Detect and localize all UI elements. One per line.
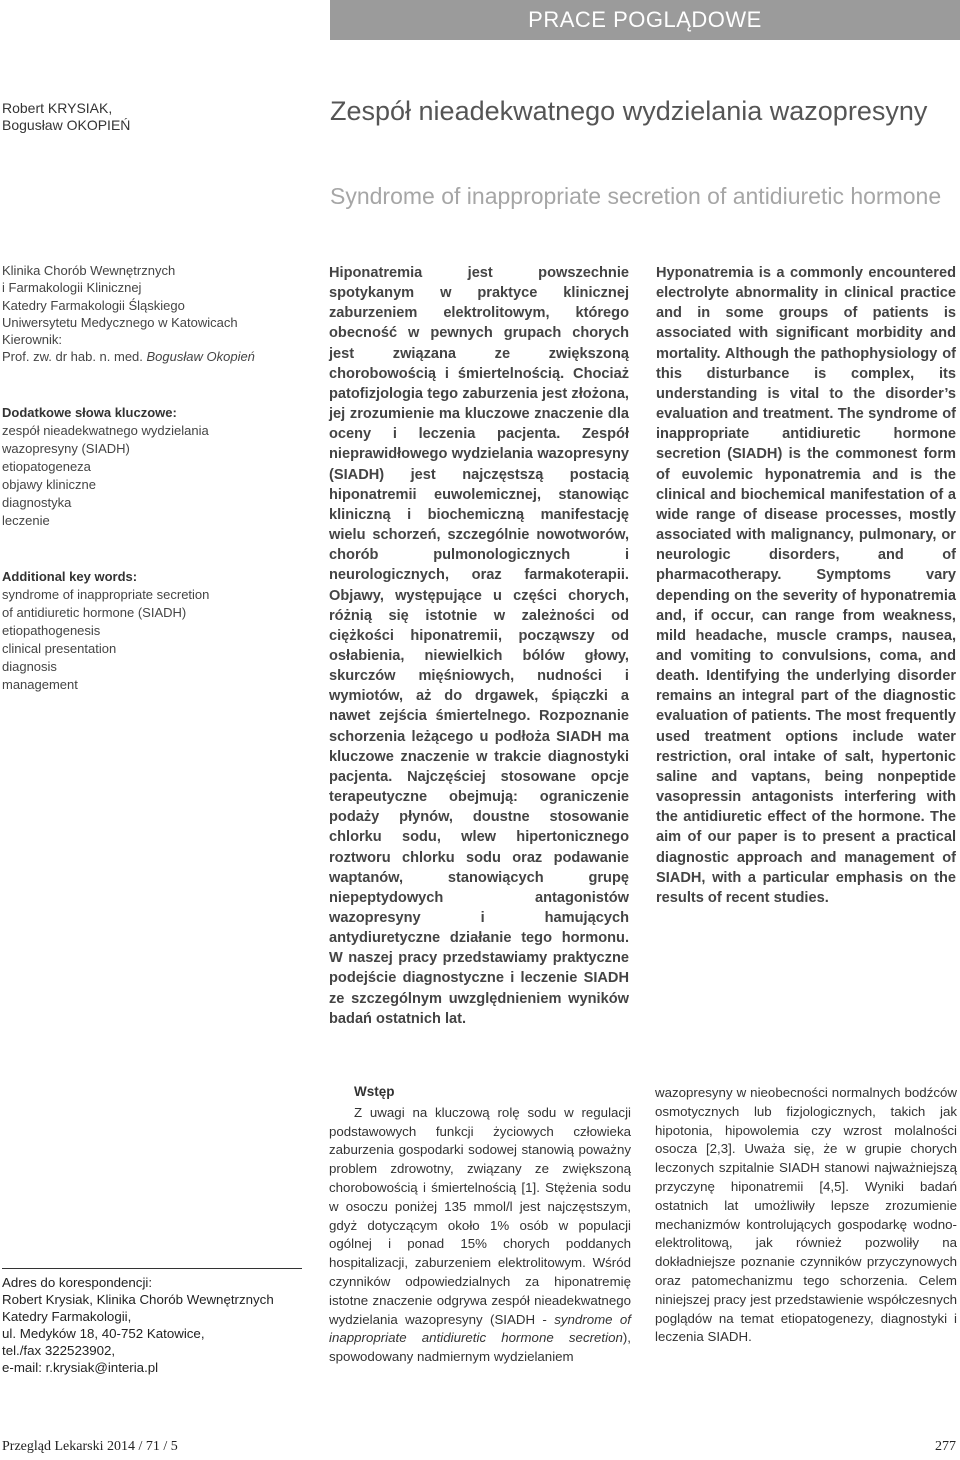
section-heading: Wstęp — [354, 1084, 395, 1099]
abstract-polish: Hiponatremia jest powszechnie spotykanym w praktyce klinicznej zaburzeniem elektrolitowym, którego obecność w pewnych grupach chorych jest związana ze zwiększoną chorobowością i śmiertelnością. Chociaż patofizjologia tego zaburzenia jest złożona, jej zrozumienie ma kluczowe znaczenie dla oceny i leczenia pacjenta. Zespół nieprawidłowego wydzielania wazopresyny (SIADH) jest najczęstszą postacią hiponatremii euwolemicznej, stanowiąc kliniczną i biochemiczną manifestację wielu schorzeń, szczególnie nowotworów, chorób pulmonologicznych i neurologicznych, oraz farmakoterapii. Objawy, występujące u części chorych, różnią się istotnie w zależności od ciężkości hiponatremii, począwszy od osłabienia, niewielkich bólów głowy, skurczów mięśniowych, nudności i wymiotów, aż do drgawek, śpiączki a nawet zejścia śmiertelnego. Rozpoznanie schorzenia leżącego u podłoża SIADH ma kluczowe znaczenie w trakcie diagnostyki pacjenta. Najczęściej stosowane opcje terapeutyczne obejmują: ograniczenie podaży płynów, doustne stosowanie chlorku sodu, wlew hipertonicznego roztworu chlorku sodu oraz podawanie waptanów, stanowiących grupę niepeptydowych antagonistów wazopresyny i hamujących antydiuretyczne działanie tego hormonu. W naszej pracy przedstawiamy praktyczne podejście diagnostyczne i leczenie SIADH ze szczególnym uwzględnieniem wyników badań ostatnich lat. — [329, 265, 629, 1027]
keyword-item: wazopresyny (SIADH) — [2, 441, 130, 456]
keyword-item: leczenie — [2, 513, 50, 528]
affiliation-line: Kierownik: — [2, 332, 62, 348]
article-subtitle: Syndrome of inappropriate secretion of antidiuretic hormone — [330, 183, 942, 209]
keyword-item: clinical presentation — [2, 641, 117, 656]
affiliation-line: i Farmakologii Klinicznej — [2, 280, 142, 296]
correspondence-line: Katedry Farmakologii, — [2, 1309, 132, 1324]
keywords-english — [2, 568, 302, 694]
author-2: Bogusław OKOPIEŃ — [2, 117, 131, 133]
correspondence-address — [2, 1274, 312, 1376]
section-banner: PRACE POGLĄDOWE — [330, 0, 960, 40]
keywords-polish — [2, 404, 302, 530]
affiliation-line: Katedry Farmakologii Śląskiego — [2, 297, 185, 313]
introduction-column-2: wazopresyny w nieobecności normalnych bodźców osmotycznych lub fizjologicznych, takich jak hipotonia, hipowolemia czy wzrost molalności osocza [2,3]. Uważa się, że w grupie chorych leczonych szpitalnie SIADH stanowi najważniejszą przyczynę hiponatremii [4,5]. Wyniki badań ostatnich lat umożliwiły lepsze zrozumienie mechanizmów kontrolujących gospodarkę wodno-elektrolitową, jak również pozwoliły na dokładniejsze poznanie czynników przyczynowych oraz patomechanizmu tego schorzenia. Celem niniejszej pracy jest przedstawienie współczesnych poglądów na temat etiopatogenezy, diagnostyki i leczenia SIADH. — [655, 1085, 957, 1345]
authors — [2, 100, 130, 134]
keyword-item: diagnosis — [2, 659, 57, 674]
correspondence-line: ul. Medyków 18, 40-752 Katowice, — [2, 1326, 205, 1341]
intro-text: Z uwagi na kluczową rolę sodu w regulacji podstawowych funkcji życiowych człowieka zaburzenia gospodarki sodowej stanowią poważny problem zdrowotny, związany ze zwiększoną chorobowością i śmiertelnością [1]. Stężenia sodu w osoczu poniżej 135 mmol/l jest najczęstszym, gdyż dotyczącym około 1% osób w populacji ogólnej i ponad 15% chorych poddanych hospitalizacji, zaburzeniem elektrolitowym. Wśród czynników odpowiedzialnych za hiponatremię istotne znaczenie odgrywa zespół nieadekwatnego wydzielania wazopresyny (SIADH - — [329, 1104, 631, 1327]
journal-footer: Przegląd Lekarski 2014 / 71 / 5 — [2, 1439, 178, 1454]
head-name: Bogusław Okopień — [146, 349, 255, 365]
keyword-item: objawy kliniczne — [2, 477, 96, 492]
keyword-item: etiopathogenesis — [2, 623, 101, 638]
introduction-column-1 — [329, 1083, 631, 1367]
intro-text: ), spowodowany nadmiernym wydzielaniem — [329, 1330, 631, 1365]
head-title: Prof. zw. dr hab. n. med. — [2, 349, 147, 365]
article-title: Zespół nieadekwatnego wydzielania wazopresyny — [330, 96, 928, 126]
correspondence-line: Robert Krysiak, Klinika Chorób Wewnętrznych — [2, 1292, 274, 1307]
correspondence-line: tel./fax 322523902, — [2, 1343, 116, 1358]
page-number: 277 — [935, 1439, 956, 1454]
keyword-item: syndrome of inappropriate secretion — [2, 587, 210, 602]
keyword-item: etiopatogeneza — [2, 459, 91, 474]
correspondence-line: Adres do korespondencji: — [2, 1275, 153, 1290]
department-head — [2, 348, 302, 365]
affiliation-line: Klinika Chorób Wewnętrznych — [2, 263, 176, 278]
keyword-item: diagnostyka — [2, 495, 72, 510]
keywords-heading: Additional key words: — [2, 569, 138, 584]
author-1: Robert KRYSIAK, — [2, 100, 113, 116]
affiliation-line: Uniwersytetu Medycznego w Katowicach — [2, 314, 238, 330]
affiliation — [2, 262, 302, 366]
keywords-heading: Dodatkowe słowa kluczowe: — [2, 405, 177, 420]
keyword-item: management — [2, 677, 78, 692]
keyword-item: zespół nieadekwatnego wydzielania — [2, 423, 209, 438]
intro-italic-term: syndrome of inappropriate antidiuretic hormone secretion — [329, 1311, 631, 1346]
correspondence-divider — [2, 1268, 302, 1269]
correspondence-email[interactable]: e-mail: r.krysiak@interia.pl — [2, 1360, 159, 1375]
keyword-item: of antidiuretic hormone (SIADH) — [2, 605, 187, 620]
intro-paragraph — [329, 1104, 631, 1367]
abstract-english: Hyponatremia is a commonly encountered electrolyte abnormality in clinical practice and in some groups of patients is associated with significant morbidity and mortality. Although the pathophysiology of this disturbance is complex, its understanding is vital to the disorder’s evaluation and treatment. The syndrome of inappropriate antidiuretic hormone secretion (SIADH) is the commonest form of euvolemic hyponatremia and is the clinical and biochemical manifestation of a wide range of disease processes, mostly associated with malignancy, pulmonary, or neurologic disorders, and of pharmacotherapy. Symptoms vary depending on the severity of hyponatremia and, if occur, can range from weakness, mild headache, muscle cramps, nausea, and vomiting to convulsions, coma, and death. Identifying the underlying disorder remains an integral part of the diagnostic evaluation of patients. The most frequently used treatment options include water restriction, oral intake of salt, hypertonic saline and vaptans, being nonpeptide vasopressin antagonists interfering with the antidiuretic effect of the hormone. The aim of our paper is to present a practical diagnostic approach and management of SIADH, with a particular emphasis on the results of recent studies. — [656, 265, 956, 906]
